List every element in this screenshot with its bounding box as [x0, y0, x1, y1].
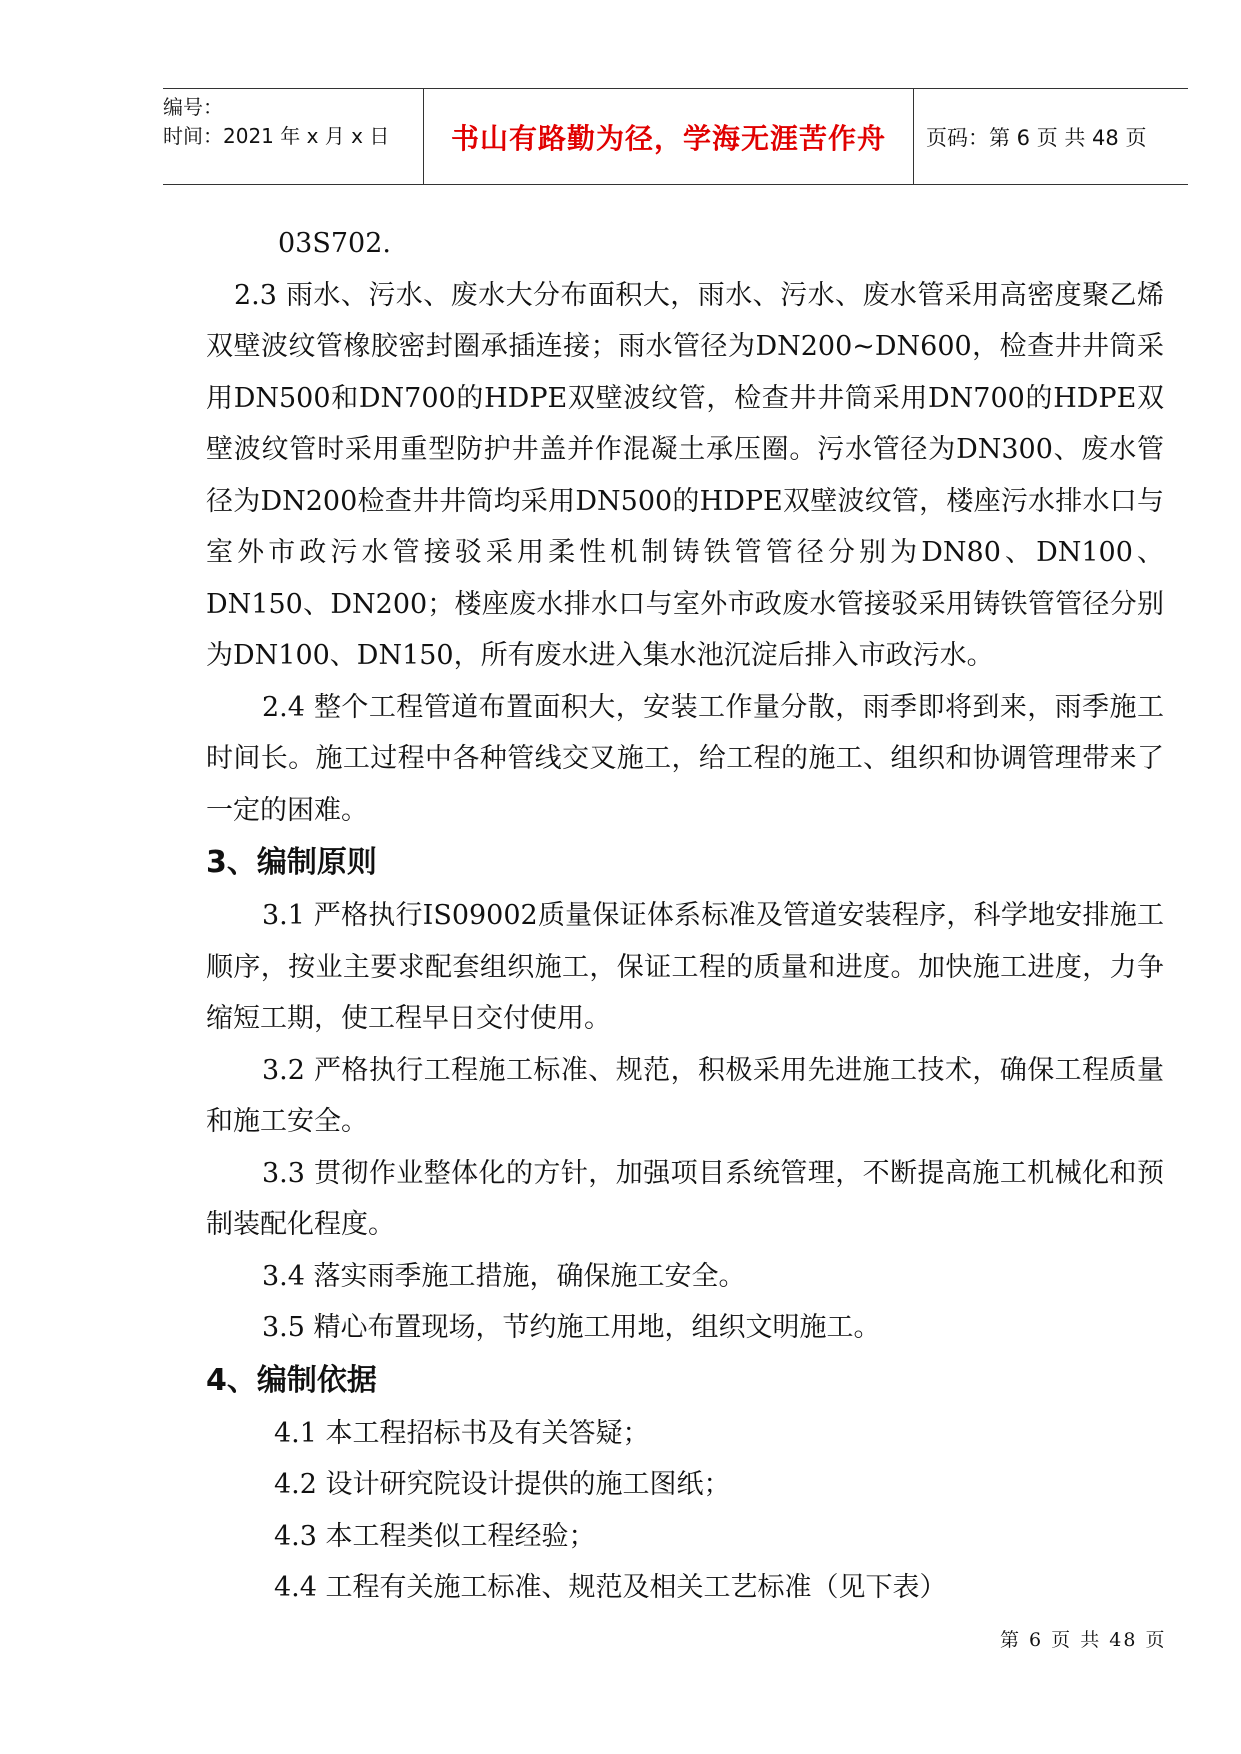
list-item-4-4: 4.4 工程有关施工标准、规范及相关工艺标准（见下表） [274, 1572, 947, 1603]
header-meta [163, 89, 424, 184]
list-item-4-1: 4.1 本工程招标书及有关答疑； [274, 1417, 650, 1449]
paragraph-3-3: 3.3 贯彻作业整体化的方针，加强项目系统管理，不断提高施工机械化和预制装配化程度。 [206, 1157, 1164, 1240]
paragraph-3-4: 3.4 落实雨季施工措施，确保施工安全。 [262, 1260, 746, 1292]
section-heading-4: 4、编制依据 [206, 1362, 377, 1398]
list-item-4-2: 4.2 设计研究院设计提供的施工图纸； [274, 1469, 731, 1500]
paragraph-3-1: 3.1 严格执行IS09002质量保证体系标准及管道安装程序，科学地安排施工顺序，按业主要求配套组织施工，保证工程的质量和进度。加快施工进度，力争缩短工期，使工程早日交付使用。 [206, 900, 1164, 1034]
paragraph-3-2: 3.2 严格执行工程施工标准、规范，积极采用先进施工技术，确保工程质量和施工安全。 [206, 1054, 1164, 1137]
page-header [163, 88, 1188, 185]
list-item-4-3: 4.3 本工程类似工程经验； [274, 1520, 596, 1552]
header-page-label: 页码：第 6 页 共 48 页 [926, 125, 1147, 150]
document-body [206, 218, 1164, 1614]
page-footer: 第 6 页 共 48 页 [1000, 1629, 1167, 1651]
standard-code: 03S702. [278, 228, 391, 259]
paragraph-2-3: 2.3 雨水、污水、废水大分布面积大，雨水、污水、废水管采用高密度聚乙烯双壁波纹管橡胶密封圈承插连接；雨水管径为DN200~DN600，检查井井筒采用DN500和DN700的HDPE双壁波纹管，检查井井筒采用DN700的HDPE双壁波纹管时采用重型防护井盖并作混凝土承压圈。污水管径为DN300、废水管径为DN200检查井井筒均采用DN500的HDPE双壁波纹管，楼座污水排水口与室外市政污水管接驳采用柔性机制铸铁管管径分别为DN80、DN100、DN150、DN200；楼座废水排水口与室外市政废水管接驳采用铸铁管管径分别为DN100、DN150，所有废水进入集水池沉淀后排入市政污水。 [206, 279, 1164, 671]
header-motto: 书山有路勤为径，学海无涯苦作舟 [424, 89, 914, 184]
paragraph-3-5: 3.5 精心布置现场，节约施工用地，组织文明施工。 [262, 1312, 881, 1343]
paragraph-2-4: 2.4 整个工程管道布置面积大，安装工作量分散，雨季即将到来，雨季施工时间长。施工过程中各种管线交叉施工，给工程的施工、组织和协调管理带来了一定的困难。 [206, 691, 1164, 826]
section-heading-3: 3、编制原则 [206, 845, 377, 880]
document-time-label: 时间：2021 年 x 月 x 日 [163, 124, 390, 148]
document-number-label: 编号： [163, 95, 223, 119]
